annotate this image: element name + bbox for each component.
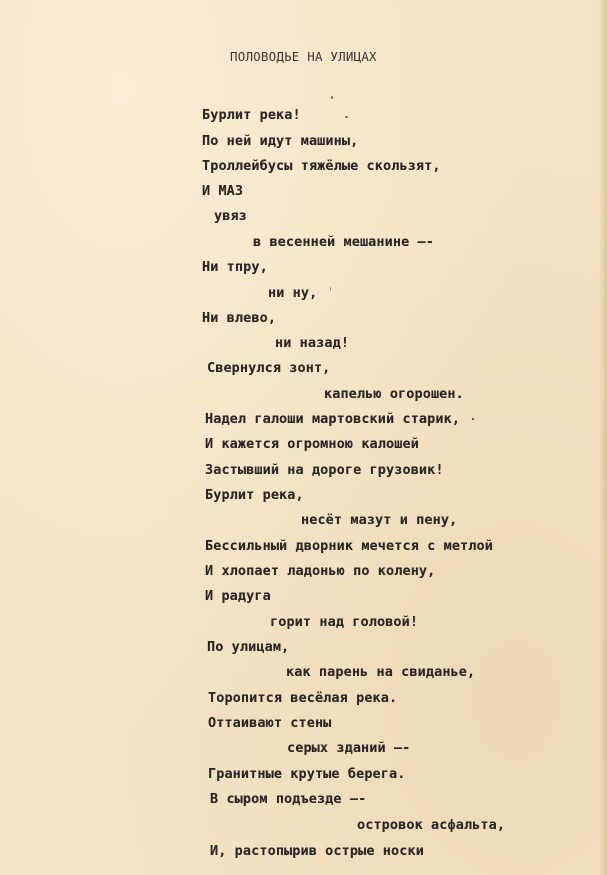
poem-line: И хлопает ладонью по колену, bbox=[205, 563, 436, 579]
paper-speck bbox=[345, 116, 348, 118]
poem-line: ни ну, bbox=[268, 285, 318, 301]
poem-line: Свернулся зонт, bbox=[207, 360, 331, 376]
poem-line: несёт мазут и пену, bbox=[301, 512, 458, 528]
poem-line: Надел галоши мартовский старик, bbox=[205, 411, 461, 427]
poem-line: И МАЗ bbox=[202, 183, 244, 199]
poem-line: Бессильный дворник мечется с метлой bbox=[205, 538, 493, 554]
poem-line: И радуга bbox=[205, 588, 271, 604]
poem-line: Бурлит река! bbox=[202, 107, 301, 123]
poem-line: Оттаивают стены bbox=[208, 715, 332, 731]
poem-line: Ни влево, bbox=[202, 310, 277, 326]
poem-line: островок асфальта, bbox=[357, 817, 506, 833]
poem-line: И кажется огромною калошей bbox=[205, 436, 419, 452]
poem-line: горит над головой! bbox=[270, 614, 419, 630]
poem-line: Гранитные крутые берега. bbox=[208, 766, 406, 782]
paper-speck bbox=[472, 418, 474, 420]
poem-line: серых зданий —- bbox=[287, 740, 411, 756]
poem-line: Торопится весёлая река. bbox=[208, 690, 398, 706]
poem-title: ПОЛОВОДЬЕ НА УЛИЦАХ bbox=[230, 49, 377, 64]
paper-edge-shadow bbox=[599, 0, 607, 875]
poem-line: И, растопырив острые носки bbox=[210, 843, 424, 859]
poem-line: увяз bbox=[214, 208, 247, 224]
poem-line: По ней идут машины, bbox=[202, 133, 359, 149]
poem-line: По улицам, bbox=[207, 639, 290, 655]
poem-line: в весенней мешанине —- bbox=[253, 234, 435, 250]
poem-line: капелью огорошен. bbox=[324, 386, 464, 402]
poem-line: Застывший на дороге грузовик! bbox=[205, 462, 444, 478]
poem-line: В сыром подъезде —- bbox=[210, 791, 367, 807]
poem-line: Троллейбусы тяжёлые скользят, bbox=[202, 158, 441, 174]
poem-line: как парень на свиданье, bbox=[286, 664, 476, 680]
poem-line: ни назад! bbox=[275, 335, 350, 351]
poem-line: Ни тпру, bbox=[202, 259, 268, 275]
paper-speck bbox=[331, 96, 333, 99]
poem-line: Бурлит река, bbox=[205, 487, 304, 503]
paper-speck bbox=[330, 287, 331, 291]
